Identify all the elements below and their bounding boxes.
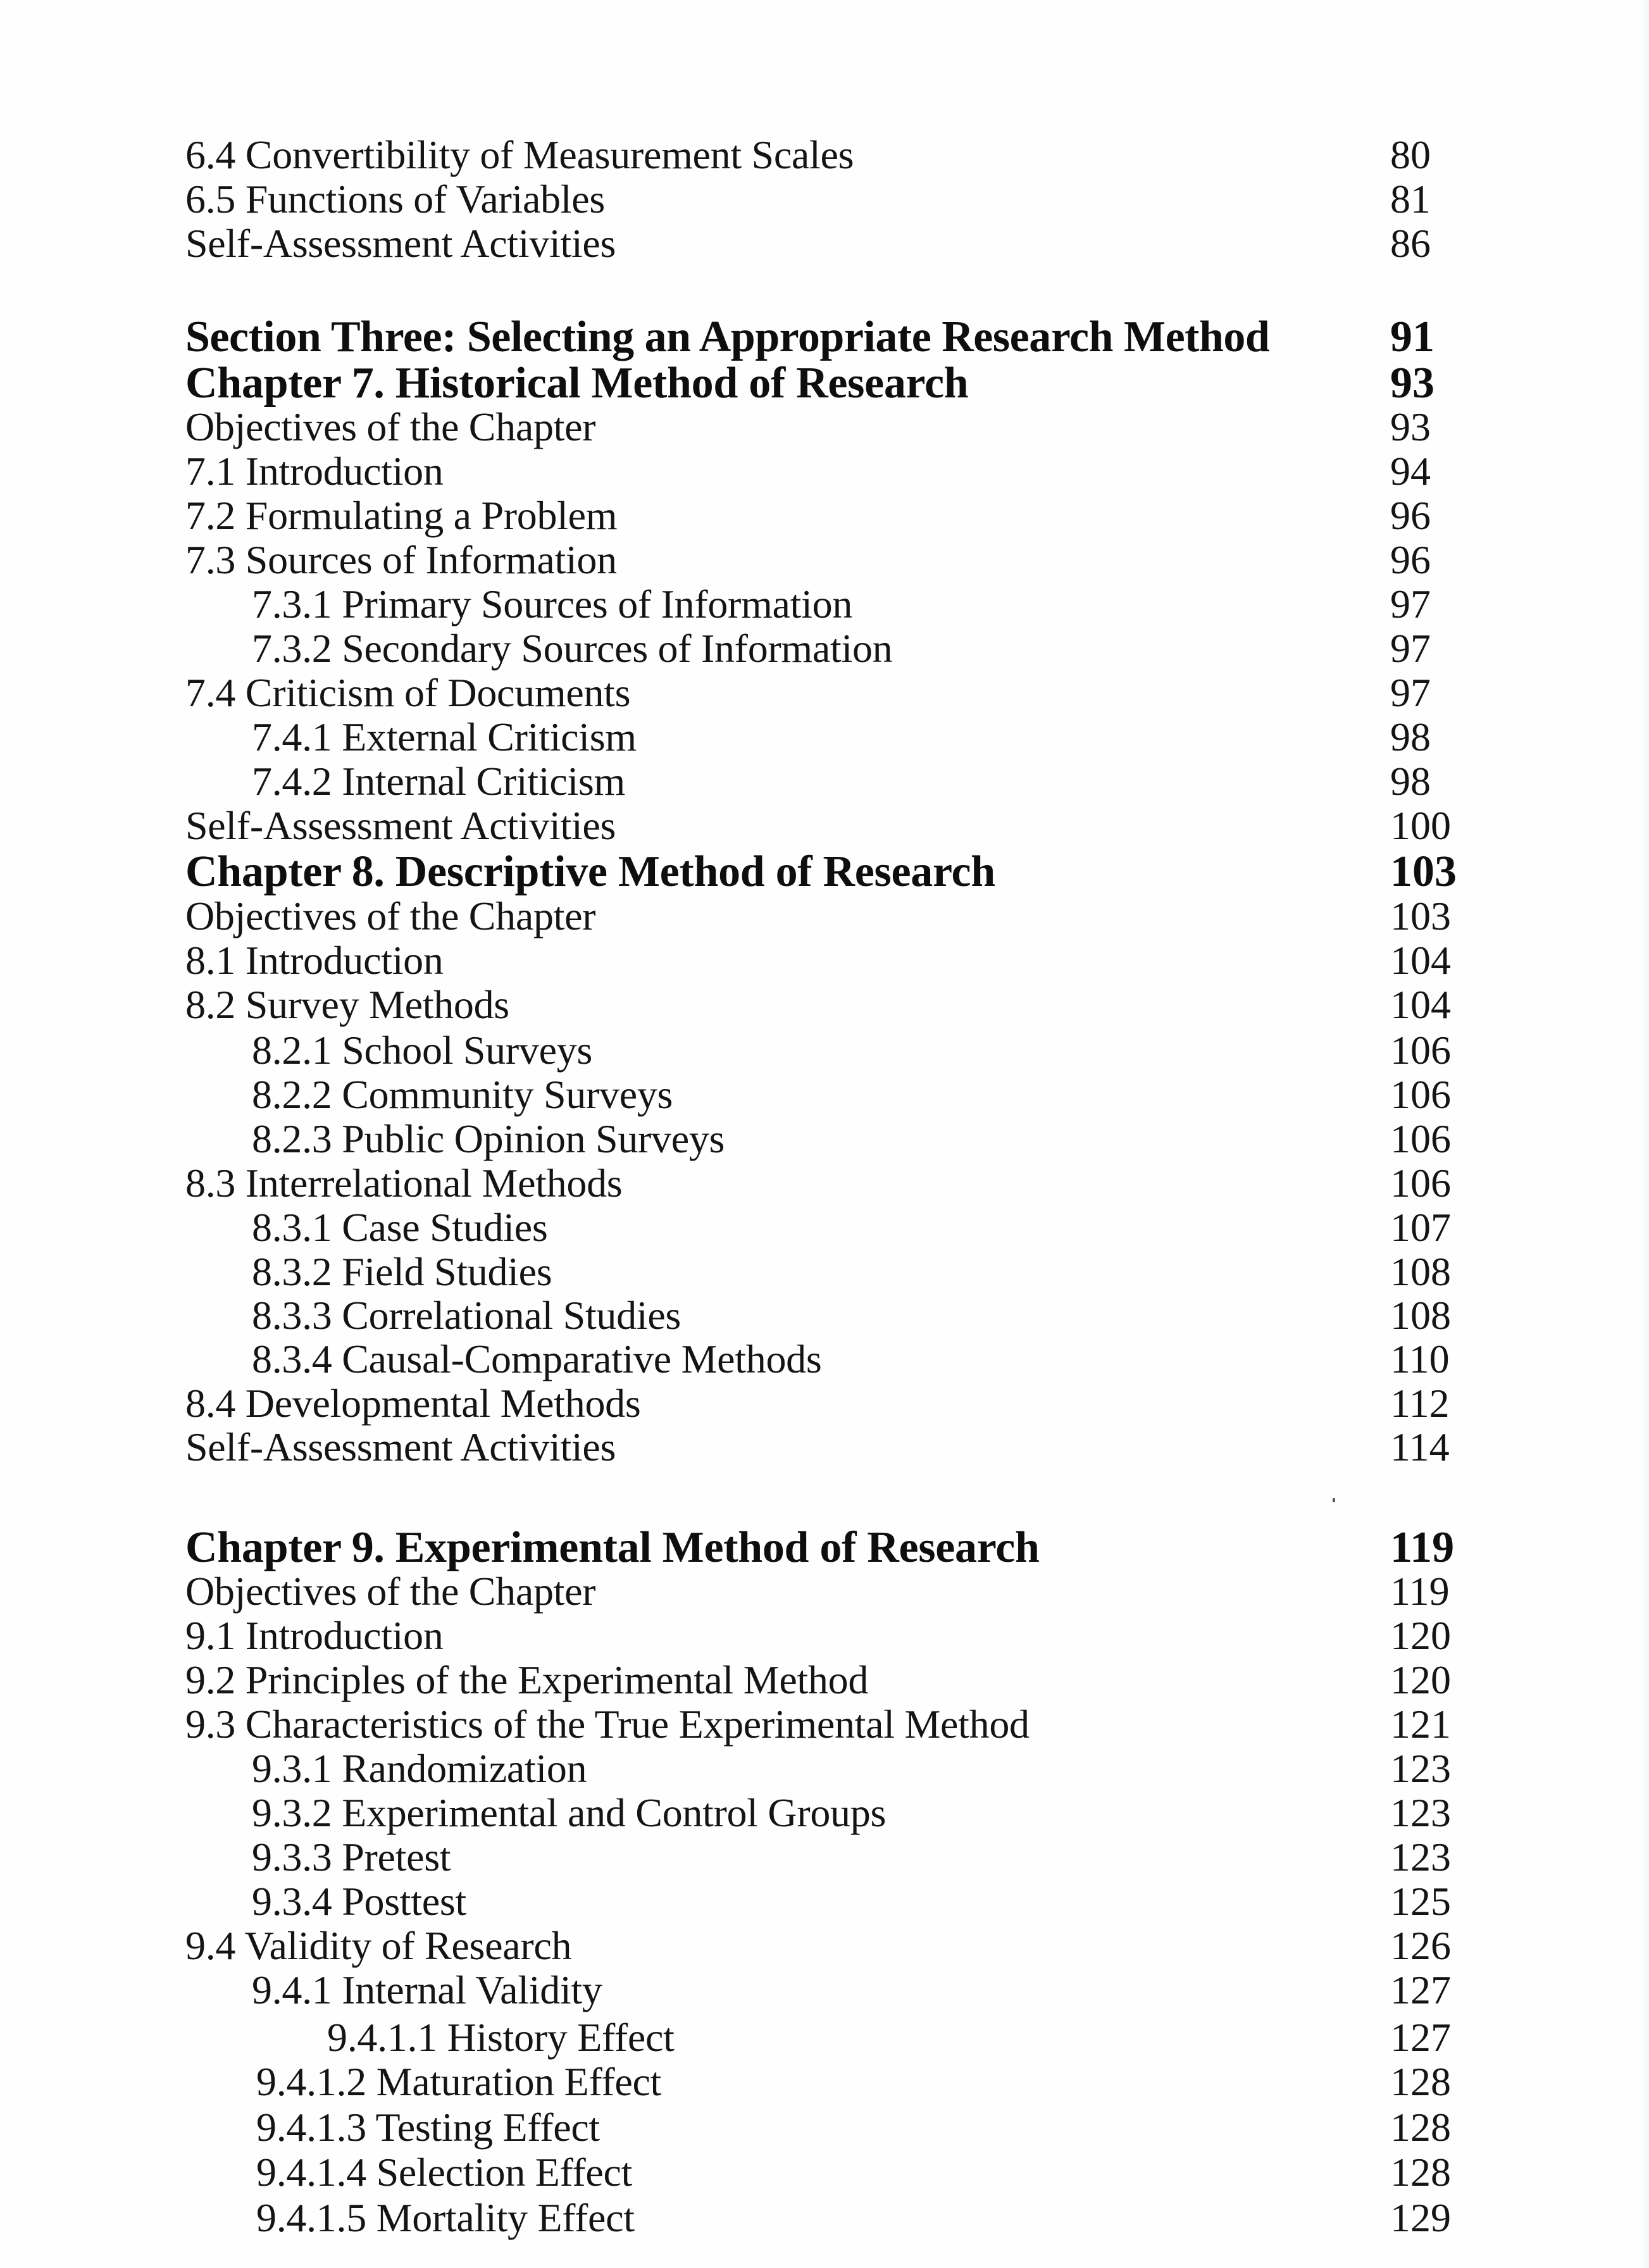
toc-entry-page-number: 120 bbox=[1390, 1613, 1451, 1658]
toc-entry-page-number: 125 bbox=[1390, 1879, 1451, 1924]
toc-entry-page-number: 128 bbox=[1390, 2059, 1451, 2104]
toc-entry-title: 9.4.1.1 History Effect bbox=[327, 2015, 675, 2060]
toc-entry-title: 9.4.1.2 Maturation Effect bbox=[256, 2059, 662, 2104]
toc-entry-page-number: 100 bbox=[1390, 803, 1451, 848]
toc-entry-title: 7.4.2 Internal Criticism bbox=[252, 759, 626, 804]
toc-entry-page-number: 119 bbox=[1390, 1569, 1450, 1614]
toc-entry-page-number: 103 bbox=[1390, 847, 1457, 896]
toc-entry-title: Chapter 9. Experimental Method of Research bbox=[185, 1523, 1040, 1572]
toc-entry-page-number: 97 bbox=[1390, 582, 1431, 626]
toc-entry-page-number: 106 bbox=[1390, 1161, 1451, 1206]
toc-entry-title: 7.3.2 Secondary Sources of Information bbox=[252, 626, 893, 671]
toc-entry-title: Chapter 8. Descriptive Method of Research bbox=[185, 847, 995, 896]
toc-entry-title: 9.3.4 Posttest bbox=[252, 1879, 466, 1924]
toc-entry-title: 9.4.1.3 Testing Effect bbox=[256, 2105, 600, 2150]
toc-entry-title: 8.4 Developmental Methods bbox=[185, 1381, 641, 1426]
toc-entry-page-number: 126 bbox=[1390, 1923, 1451, 1968]
toc-entry-page-number: 94 bbox=[1390, 449, 1431, 494]
toc-entry-title: Section Three: Selecting an Appropriate Research Method bbox=[185, 313, 1270, 361]
toc-entry-title: 7.3 Sources of Information bbox=[185, 537, 617, 582]
toc-entry-title: 7.4.1 External Criticism bbox=[252, 714, 637, 759]
toc-entry-page-number: 114 bbox=[1390, 1424, 1450, 1469]
toc-entry-page-number: 106 bbox=[1390, 1116, 1451, 1161]
toc-entry-page-number: 107 bbox=[1390, 1205, 1451, 1250]
toc-entry-title: 9.1 Introduction bbox=[185, 1613, 444, 1658]
toc-entry-title: 9.4 Validity of Research bbox=[185, 1923, 572, 1968]
toc-entry-page-number: 93 bbox=[1390, 359, 1434, 408]
toc-entry-title: 8.3 Interrelational Methods bbox=[185, 1161, 623, 1206]
toc-entry-title: 9.4.1.5 Mortality Effect bbox=[256, 2195, 635, 2240]
toc-entry-title: Objectives of the Chapter bbox=[185, 894, 596, 938]
page-edge bbox=[1640, 0, 1649, 2268]
toc-entry-title: 8.3.3 Correlational Studies bbox=[252, 1293, 681, 1338]
toc-entry-title: 8.3.2 Field Studies bbox=[252, 1249, 552, 1294]
toc-entry-page-number: 98 bbox=[1390, 714, 1431, 759]
toc-entry-page-number: 96 bbox=[1390, 493, 1431, 538]
toc-entry-page-number: 123 bbox=[1390, 1746, 1451, 1791]
toc-entry-title: Self-Assessment Activities bbox=[185, 1424, 616, 1469]
scan-speck bbox=[1333, 1498, 1335, 1502]
toc-entry-page-number: 128 bbox=[1390, 2150, 1451, 2195]
toc-entry-page-number: 108 bbox=[1390, 1293, 1451, 1338]
toc-entry-page-number: 86 bbox=[1390, 221, 1431, 266]
toc-entry-page-number: 93 bbox=[1390, 404, 1431, 449]
toc-entry-page-number: 106 bbox=[1390, 1072, 1451, 1117]
toc-entry-title: 8.1 Introduction bbox=[185, 938, 444, 983]
toc-entry-title: 6.4 Convertibility of Measurement Scales bbox=[185, 132, 854, 177]
toc-entry-page-number: 81 bbox=[1390, 177, 1431, 221]
toc-entry-page-number: 123 bbox=[1390, 1790, 1451, 1835]
toc-entry-page-number: 127 bbox=[1390, 1967, 1451, 2012]
toc-entry-page-number: 91 bbox=[1390, 313, 1434, 361]
toc-entry-title: 9.2 Principles of the Experimental Method bbox=[185, 1657, 869, 1702]
toc-entry-page-number: 123 bbox=[1390, 1835, 1451, 1879]
toc-entry-page-number: 110 bbox=[1390, 1336, 1450, 1381]
toc-entry-page-number: 97 bbox=[1390, 626, 1431, 671]
toc-entry-title: 8.2.3 Public Opinion Surveys bbox=[252, 1116, 725, 1161]
toc-entry-title: 9.3 Characteristics of the True Experimental Method bbox=[185, 1702, 1030, 1747]
toc-entry-title: 6.5 Functions of Variables bbox=[185, 177, 605, 221]
toc-entry-title: 8.3.1 Case Studies bbox=[252, 1205, 548, 1250]
toc-entry-title: 8.2.1 School Surveys bbox=[252, 1028, 593, 1073]
toc-entry-page-number: 127 bbox=[1390, 2015, 1451, 2060]
toc-entry-title: 9.3.3 Pretest bbox=[252, 1835, 451, 1879]
toc-entry-page-number: 108 bbox=[1390, 1249, 1451, 1294]
toc-entry-page-number: 119 bbox=[1390, 1523, 1455, 1572]
toc-entry-title: Self-Assessment Activities bbox=[185, 803, 616, 848]
toc-entry-title: 9.4.1 Internal Validity bbox=[252, 1967, 602, 2012]
toc-entry-page-number: 98 bbox=[1390, 759, 1431, 804]
toc-entry-title: Objectives of the Chapter bbox=[185, 404, 596, 449]
toc-entry-page-number: 103 bbox=[1390, 894, 1451, 938]
toc-entry-title: Objectives of the Chapter bbox=[185, 1569, 596, 1614]
toc-entry-title: 8.2.2 Community Surveys bbox=[252, 1072, 673, 1117]
toc-entry-title: 8.2 Survey Methods bbox=[185, 982, 509, 1027]
toc-entry-page-number: 80 bbox=[1390, 132, 1431, 177]
toc-entry-page-number: 120 bbox=[1390, 1657, 1451, 1702]
toc-entry-page-number: 121 bbox=[1390, 1702, 1451, 1747]
toc-entry-title: 8.3.4 Causal-Comparative Methods bbox=[252, 1336, 822, 1381]
toc-entry-title: 7.1 Introduction bbox=[185, 449, 444, 494]
toc-entry-title: 9.3.2 Experimental and Control Groups bbox=[252, 1790, 887, 1835]
toc-entry-page-number: 112 bbox=[1390, 1381, 1450, 1426]
toc-entry-page-number: 106 bbox=[1390, 1028, 1451, 1073]
toc-entry-title: 7.4 Criticism of Documents bbox=[185, 670, 631, 715]
toc-entry-page-number: 104 bbox=[1390, 938, 1451, 983]
toc-entry-page-number: 129 bbox=[1390, 2195, 1451, 2240]
toc-entry-page-number: 104 bbox=[1390, 982, 1451, 1027]
toc-entry-title: 9.3.1 Randomization bbox=[252, 1746, 587, 1791]
toc-entry-title: Self-Assessment Activities bbox=[185, 221, 616, 266]
toc-entry-title: Chapter 7. Historical Method of Research bbox=[185, 359, 969, 408]
toc-entry-title: 7.2 Formulating a Problem bbox=[185, 493, 618, 538]
toc-entry-page-number: 97 bbox=[1390, 670, 1431, 715]
toc-entry-title: 7.3.1 Primary Sources of Information bbox=[252, 582, 853, 626]
toc-entry-page-number: 96 bbox=[1390, 537, 1431, 582]
toc-entry-title: 9.4.1.4 Selection Effect bbox=[256, 2150, 633, 2195]
toc-entry-page-number: 128 bbox=[1390, 2105, 1451, 2150]
